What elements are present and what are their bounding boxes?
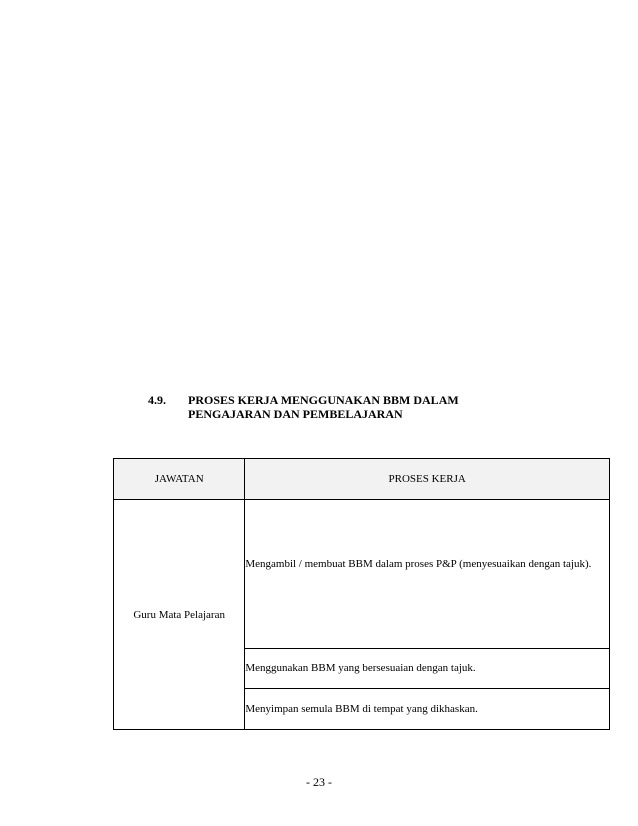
- section-title: [188, 393, 459, 421]
- table-row: [114, 500, 610, 649]
- page-number: - 23 -: [306, 775, 332, 789]
- header-jawatan: JAWATAN: [114, 459, 245, 500]
- header-proses-kerja: PROSES KERJA: [245, 459, 610, 500]
- table-header-row: [114, 459, 610, 500]
- role-cell: Guru Mata Pelajaran: [114, 500, 245, 730]
- process-step-3: Menyimpan semula BBM di tempat yang dikhaskan.: [245, 689, 610, 730]
- process-table: [113, 458, 610, 730]
- process-step-1: Mengambil / membuat BBM dalam proses P&P (menyesuaikan dengan tajuk).: [245, 500, 610, 649]
- process-step-2: Menggunakan BBM yang bersesuaian dengan tajuk.: [245, 649, 610, 689]
- section-heading: [148, 393, 459, 421]
- section-title-line-2: PENGAJARAN DAN PEMBELAJARAN: [188, 407, 403, 421]
- section-title-line-1: PROSES KERJA MENGGUNAKAN BBM DALAM: [188, 393, 459, 407]
- section-number: 4.9.: [148, 393, 166, 407]
